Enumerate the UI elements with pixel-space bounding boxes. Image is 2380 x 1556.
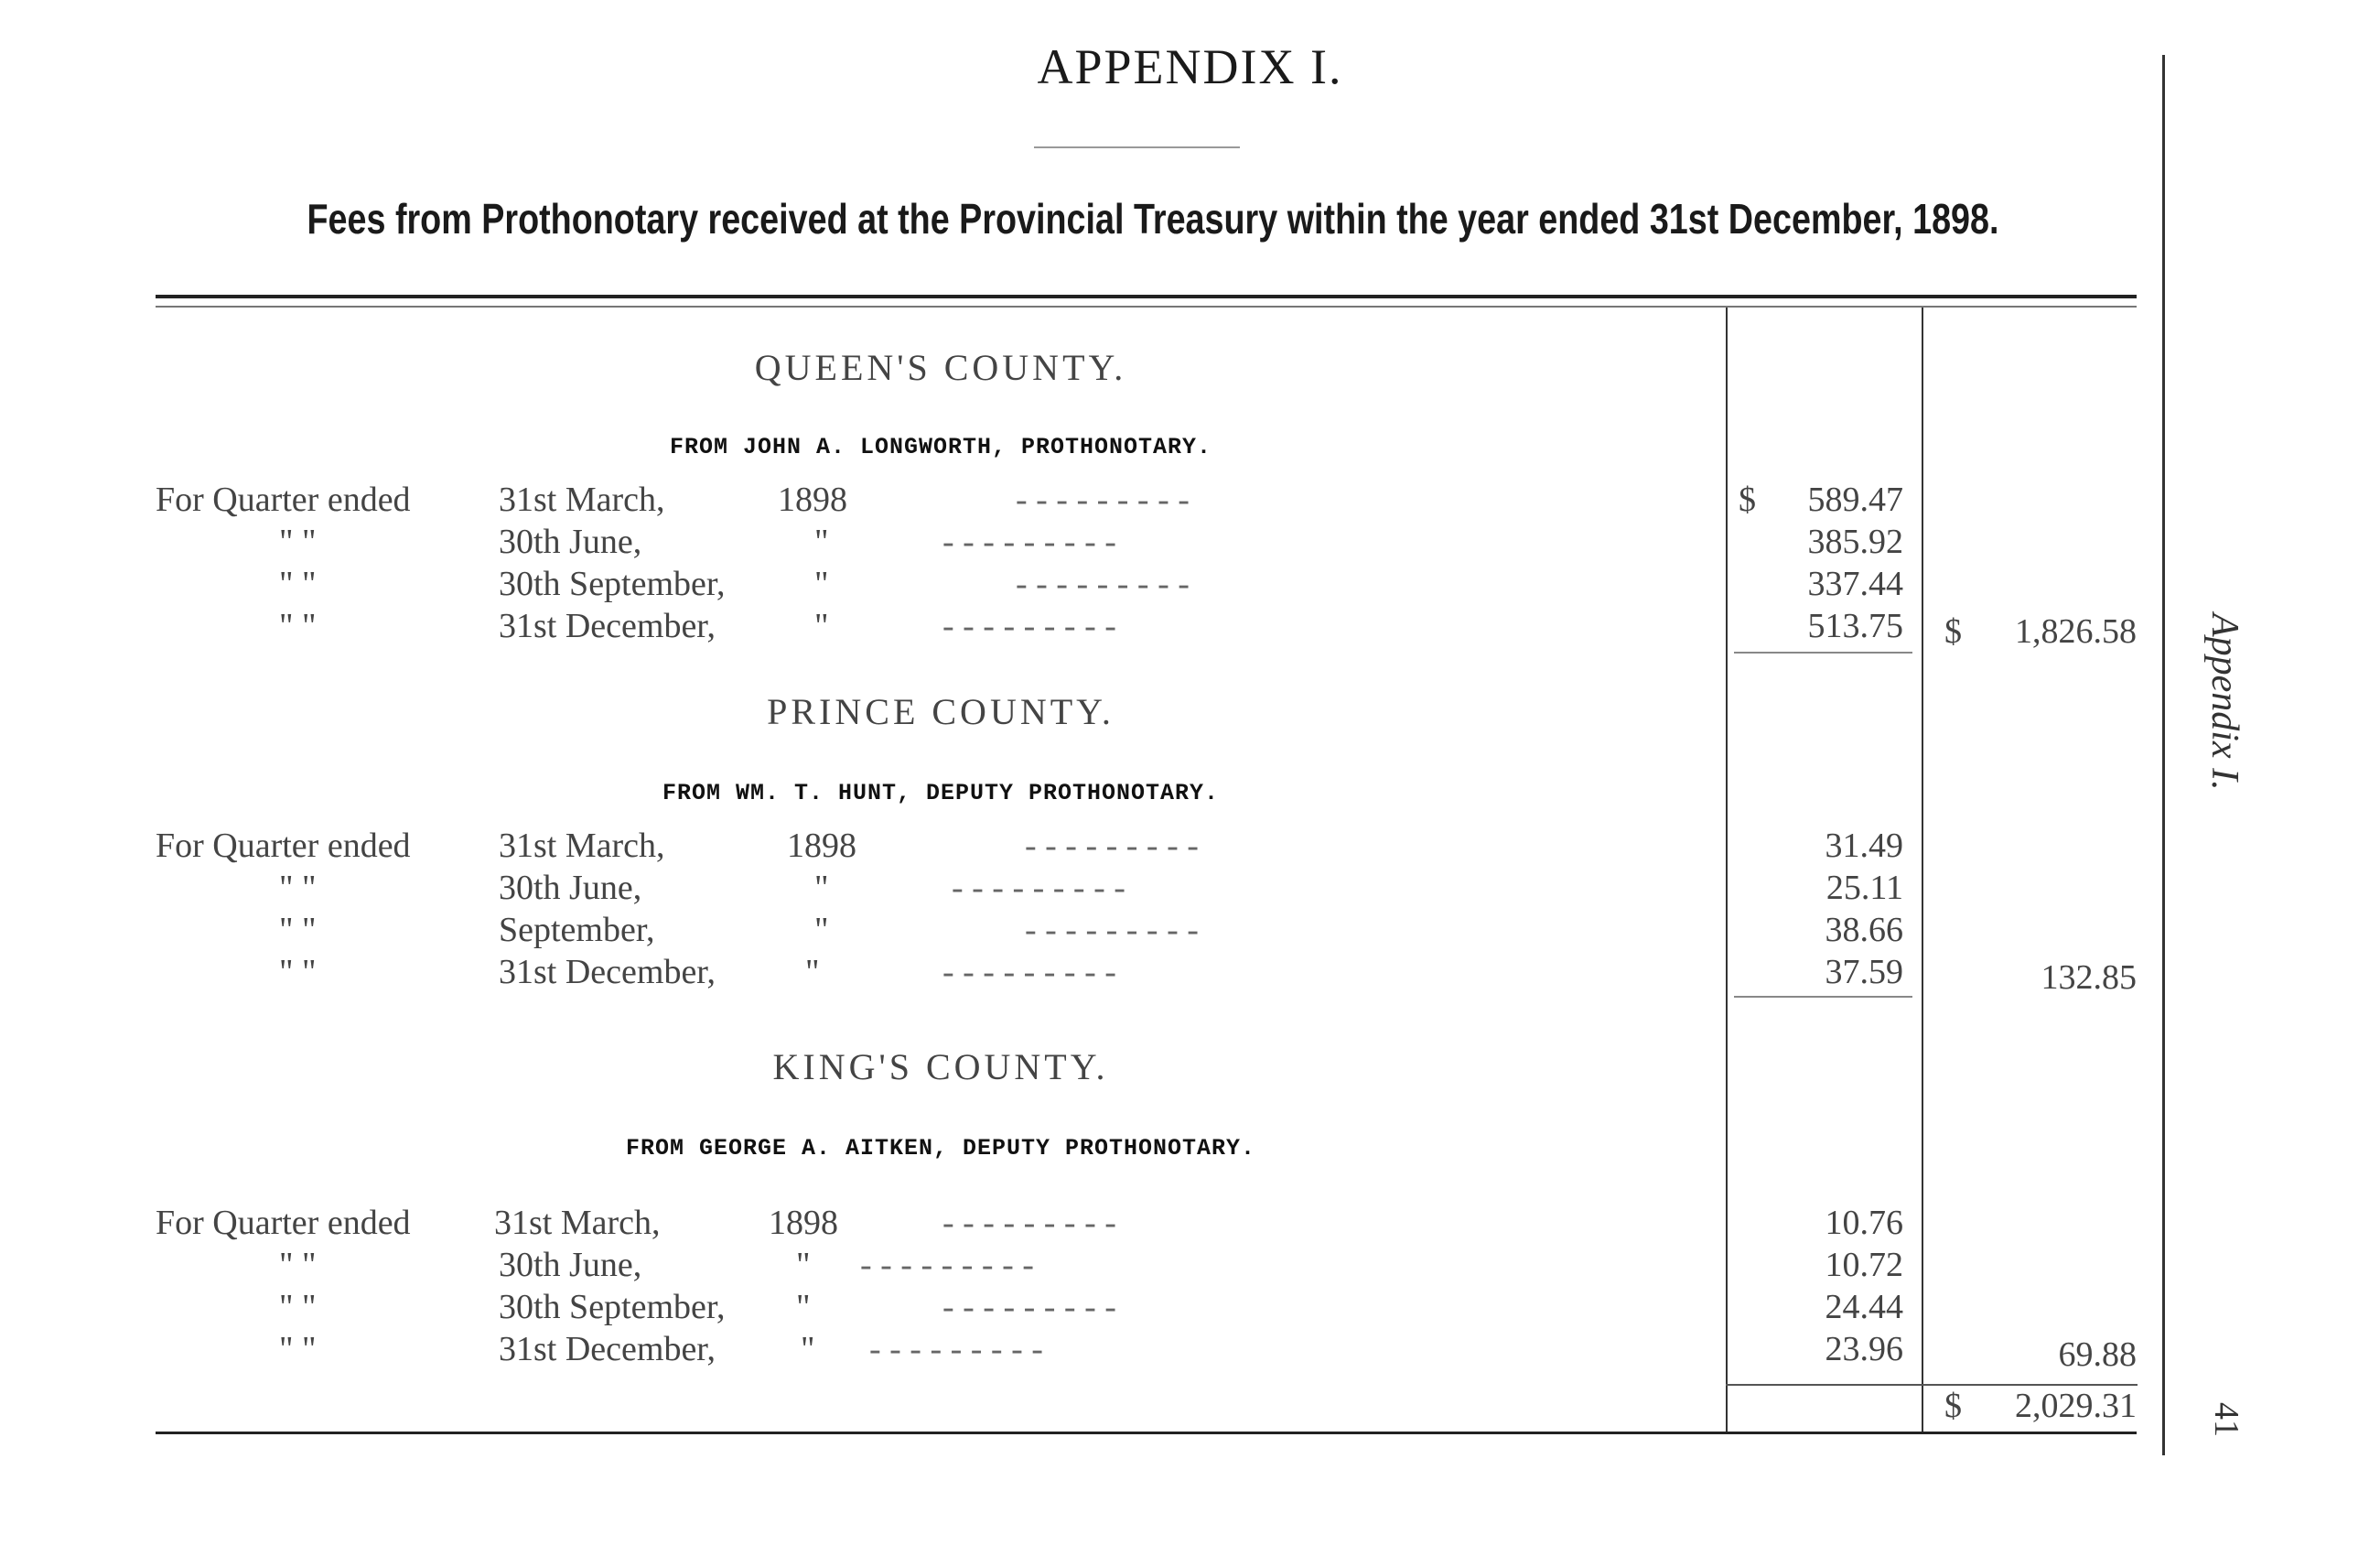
table-row [156, 1329, 1711, 1371]
row-date: 30th June, [499, 869, 642, 907]
row-date: 31st December, [499, 1330, 716, 1368]
table-row [156, 952, 1711, 994]
section-heading-queens-county: QUEEN'S COUNTY. [754, 347, 1127, 388]
currency-symbol: $ [1739, 481, 1756, 519]
row-date: September, [499, 911, 655, 949]
row-date: 30th June, [499, 523, 642, 561]
section-heading-prince-county: PRINCE COUNTY. [767, 691, 1115, 732]
row-date: 30th September, [499, 1288, 726, 1326]
amount-cell: 31.49 [1825, 827, 1903, 865]
county-total-kings: 69.88 [2058, 1335, 2137, 1374]
county-total-queens: 1,826.58 [2015, 612, 2137, 651]
row-lead: For Quarter ended [156, 1204, 411, 1242]
table-row [156, 1203, 1711, 1245]
row-lead: For Quarter ended [156, 827, 411, 865]
dot-leader: - - - - - - - - - [942, 1204, 1116, 1242]
row-lead: " " [279, 523, 317, 561]
row-lead: " " [279, 953, 317, 991]
table-row [156, 1287, 1711, 1329]
row-year: 1898 [769, 1204, 838, 1242]
row-year: " [796, 1246, 811, 1284]
dot-leader: - - - - - - - - - [942, 607, 1116, 645]
dot-leader: - - - - - - - - - [860, 1246, 1034, 1284]
total-column-left-rule [1922, 308, 1923, 1432]
amount-cell: 37.59 [1825, 953, 1903, 991]
row-date: 31st March, [494, 1204, 661, 1242]
grand-total: 2,029.31 [2015, 1387, 2137, 1425]
row-lead: " " [279, 565, 317, 603]
county-total-prince: 132.85 [2041, 958, 2137, 997]
row-year: " [814, 911, 829, 949]
amount-cell: 513.75 [1807, 607, 1903, 645]
row-date: 31st March, [499, 481, 665, 519]
dot-leader: - - - - - - - - - [1016, 565, 1190, 603]
row-lead: " " [279, 869, 317, 907]
title-divider [1034, 146, 1240, 148]
dot-leader: - - - - - - - - - [1025, 827, 1199, 865]
row-lead: " " [279, 607, 317, 645]
amount-cell: 385.92 [1807, 523, 1903, 561]
dot-leader: - - - - - - - - - [869, 1330, 1043, 1368]
section-source-queens-county: FROM JOHN A. LONGWORTH, PROTHONOTARY. [669, 434, 1212, 460]
table-top-rule-thin [156, 306, 2137, 308]
amount-cell: 10.72 [1825, 1246, 1903, 1284]
row-date: 31st December, [499, 607, 716, 645]
currency-symbol: $ [1944, 612, 1962, 651]
table-row [156, 606, 1711, 648]
dot-leader: - - - - - - - - - [1016, 481, 1190, 519]
row-year: " [814, 607, 829, 645]
currency-symbol: $ [1944, 1387, 1962, 1425]
amount-cell: 38.66 [1825, 911, 1903, 949]
row-year: 1898 [778, 481, 847, 519]
row-date: 31st December, [499, 953, 716, 991]
table-row [156, 1245, 1711, 1287]
row-year: " [814, 523, 829, 561]
table-row [156, 522, 1711, 564]
row-year: " [814, 565, 829, 603]
row-year: 1898 [787, 827, 856, 865]
table-row [156, 564, 1711, 606]
dot-leader: - - - - - - - - - [952, 869, 1125, 907]
row-date: 31st March, [499, 827, 665, 865]
section-source-kings-county: FROM GEORGE A. AITKEN, DEPUTY PROTHONOTARY. [625, 1135, 1256, 1162]
section-source-prince-county: FROM WM. T. HUNT, DEPUTY PROTHONOTARY. [662, 780, 1220, 806]
queens-subtotal-rule [1734, 652, 1912, 654]
section-heading-kings-county: KING'S COUNTY. [772, 1046, 1109, 1087]
page-number: 41 [2207, 1402, 2245, 1437]
row-lead: For Quarter ended [156, 481, 411, 519]
table-bottom-rule [156, 1432, 2137, 1434]
dot-leader: - - - - - - - - - [942, 523, 1116, 561]
amount-cell: 337.44 [1807, 565, 1903, 603]
page-title: APPENDIX I. [1037, 39, 1343, 94]
row-year: " [814, 869, 829, 907]
dot-leader: - - - - - - - - - [1025, 911, 1199, 949]
amount-cell: 589.47 [1807, 481, 1903, 519]
dot-leader: - - - - - - - - - [942, 953, 1116, 991]
amount-cell: 23.96 [1825, 1330, 1903, 1368]
table-row [156, 480, 1711, 522]
page-edge-rule [2162, 55, 2165, 1455]
table-top-rule-thick [156, 295, 2137, 298]
prince-subtotal-rule [1734, 996, 1912, 998]
table-row [156, 868, 1711, 910]
table-row [156, 910, 1711, 952]
row-date: 30th September, [499, 565, 726, 603]
margin-running-title: Appendix I. [2203, 613, 2245, 791]
row-lead: " " [279, 1246, 317, 1284]
amount-cell: 24.44 [1825, 1288, 1903, 1326]
row-lead: " " [279, 911, 317, 949]
row-year: " [796, 1288, 811, 1326]
row-date: 30th June, [499, 1246, 642, 1284]
row-lead: " " [279, 1330, 317, 1368]
amount-cell: 10.76 [1825, 1204, 1903, 1242]
amount-cell: 25.11 [1825, 869, 1903, 907]
dot-leader: - - - - - - - - - [942, 1288, 1116, 1326]
page-subtitle: Fees from Prothonotary received at the Provincial Treasury within the year ended 31st December, 1898. [307, 195, 1999, 243]
row-year: " [801, 1330, 815, 1368]
row-lead: " " [279, 1288, 317, 1326]
row-year: " [805, 953, 820, 991]
table-row [156, 826, 1711, 868]
